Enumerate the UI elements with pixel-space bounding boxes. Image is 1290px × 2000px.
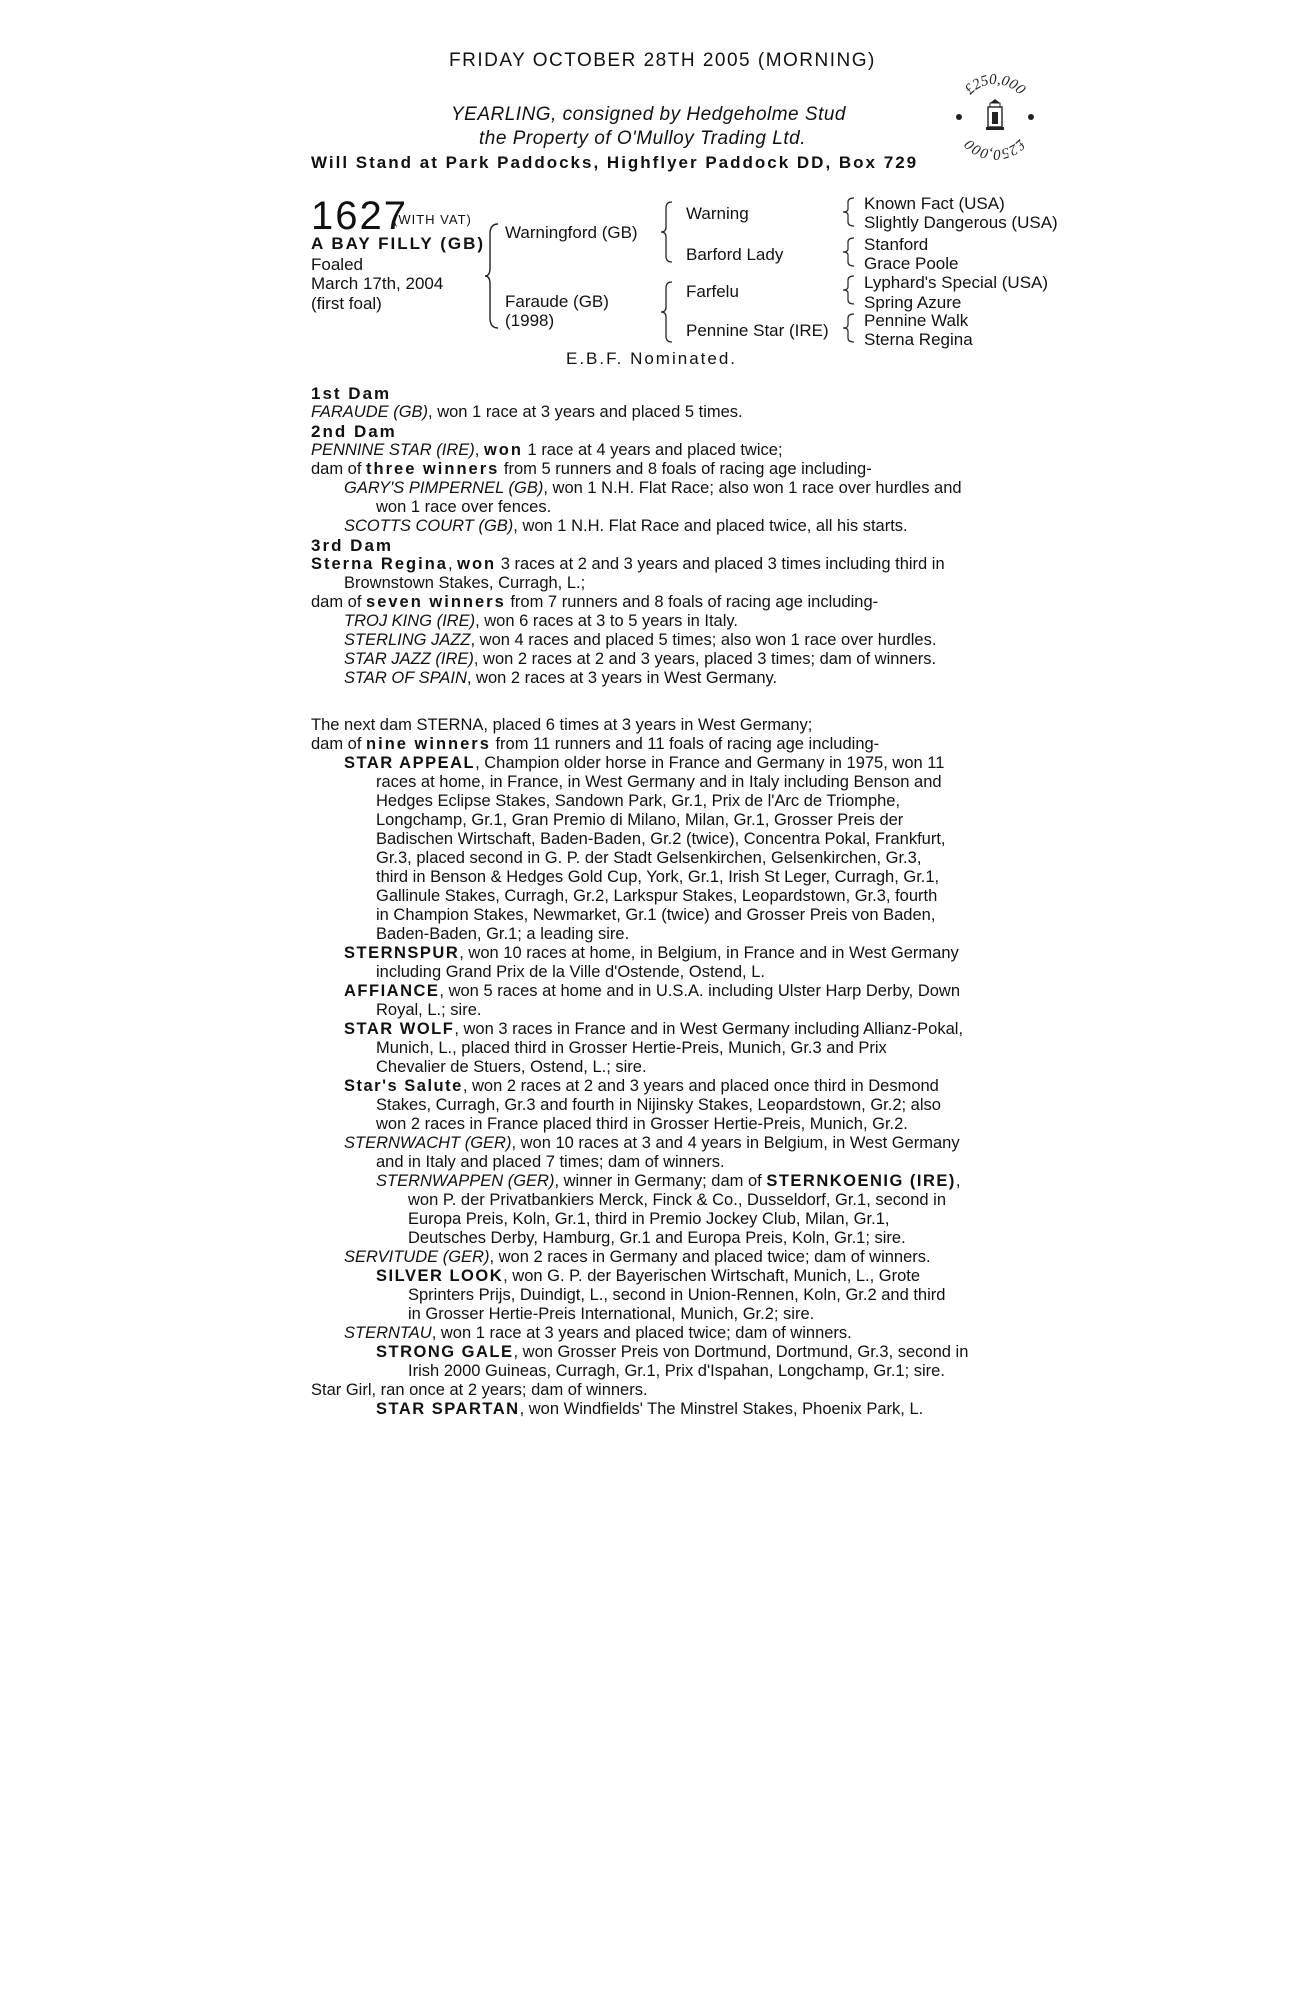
- pedigree-brace-7: [842, 312, 856, 344]
- stars-salute-line-2: Stakes, Curragh, Gr.3 and fourth in Nijinsky Stakes, Leopardstown, Gr.2; also: [376, 1096, 941, 1114]
- sternwappen-line-3: Europa Preis, Koln, Gr.1, third in Premio Jockey Club, Milan, Gr.1,: [408, 1210, 890, 1228]
- third-dam-produce-1: TROJ KING (IRE), won 6 races at 3 to 5 years in Italy.: [344, 612, 738, 630]
- sterntau-entry: STERNTAU, won 1 race at 3 years and placed twice; dam of winners.: [344, 1324, 852, 1342]
- star-appeal-line-9: in Champion Stakes, Newmarket, Gr.1 (twice) and Grosser Preis von Baden,: [376, 906, 936, 924]
- star-appeal-line-8: Gallinule Stakes, Curragh, Gr.2, Larkspur Stakes, Leopardstown, Gr.3, fourth: [376, 887, 938, 905]
- servitude-entry: SERVITUDE (GER), won 2 races in Germany and placed twice; dam of winners.: [344, 1248, 931, 1266]
- strong-gale-line-2: Irish 2000 Guineas, Curragh, Gr.1, Prix d'Ispahan, Longchamp, Gr.1; sire.: [408, 1362, 945, 1380]
- star-appeal-line-4: Longchamp, Gr.1, Gran Premio di Milano, Milan, Gr.1, Grosser Preis der: [376, 811, 904, 829]
- star-spartan-entry: STAR SPARTAN, won Windfields' The Minstrel Stakes, Phoenix Park, L.: [376, 1400, 924, 1418]
- second-dam-produce-1-cont: won 1 race over fences.: [376, 498, 552, 516]
- pedigree-sire-dam: Barford Lady: [686, 245, 784, 264]
- star-appeal-line-10: Baden-Baden, Gr.1; a leading sire.: [376, 925, 630, 943]
- pedigree-g5: Lyphard's Special (USA): [864, 273, 1049, 292]
- star-wolf-line-3: Chevalier de Stuers, Ostend, L.; sire.: [376, 1058, 647, 1076]
- third-dam-produce-2: STERLING JAZZ, won 4 races and placed 5 times; also won 1 race over hurdles.: [344, 631, 937, 649]
- pedigree-brace-2: [660, 200, 674, 264]
- affiance-line-2: Royal, L.; sire.: [376, 1001, 482, 1019]
- silver-look-line-3: in Grosser Hertie-Preis International, Munich, Gr.2; sire.: [408, 1305, 815, 1323]
- pedigree-brace-3: [660, 280, 674, 344]
- next-dam-line: The next dam STERNA, placed 6 times at 3 years in West Germany;: [311, 716, 813, 734]
- foaled-label: Foaled: [311, 255, 363, 274]
- catalogue-body: [311, 384, 991, 1419]
- pedigree-brace-1: [484, 222, 500, 330]
- consignor-line: YEARLING, consigned by Hedgeholme Stud: [451, 104, 846, 125]
- second-dam-line: PENNINE STAR (IRE), won 1 race at 4 years and placed twice;: [311, 441, 783, 459]
- pedigree-sire: Warningford (GB): [505, 223, 638, 242]
- sternwacht-entry: STERNWACHT (GER), won 10 races at 3 and 4 years in Belgium, in West Germany: [344, 1134, 960, 1152]
- pedigree-g4: Grace Poole: [864, 254, 959, 273]
- pedigree-sire-sire: Warning: [686, 204, 749, 223]
- third-dam-produce-3: STAR JAZZ (IRE), won 2 races at 2 and 3 years, placed 3 times; dam of winners.: [344, 650, 937, 668]
- first-dam-label: 1st Dam: [311, 384, 392, 403]
- sternwacht-line-2: and in Italy and placed 7 times; dam of winners.: [376, 1153, 725, 1171]
- pedigree-dam-dam: Pennine Star (IRE): [686, 321, 829, 340]
- pedigree-g2: Slightly Dangerous (USA): [864, 213, 1058, 232]
- pedigree-brace-5: [842, 236, 856, 268]
- star-appeal-line-6: Gr.3, placed second in G. P. der Stadt Gelsenkirchen, Gelsenkirchen, Gr.3,: [376, 849, 922, 867]
- stars-salute-line-3: won 2 races in France placed third in Grosser Hertie-Preis, Munich, Gr.2.: [376, 1115, 908, 1133]
- svg-text:£250,000: £250,000: [961, 135, 1029, 162]
- pedigree-g3: Stanford: [864, 235, 929, 254]
- sternspur-entry: STERNSPUR, won 10 races at home, in Belgium, in France and in West Germany: [344, 944, 959, 962]
- sternwappen-line-2: won P. der Privatbankiers Merck, Finck & Co., Dusseldorf, Gr.1, second in: [408, 1191, 946, 1209]
- pedigree-dam-year: (1998): [505, 311, 555, 330]
- lot-name: A BAY FILLY (GB): [311, 234, 486, 253]
- star-appeal-line-2: races at home, in France, in West Germany and in Italy including Benson and: [376, 773, 942, 791]
- pedigree-g7: Pennine Walk: [864, 311, 969, 330]
- star-appeal-entry: STAR APPEAL, Champion older horse in France and Germany in 1975, won 11: [344, 754, 945, 772]
- property-line: the Property of O'Mulloy Trading Ltd.: [479, 128, 806, 149]
- third-dam-produce-line: dam of seven winners from 7 runners and 8 foals of racing age including-: [311, 593, 879, 611]
- second-dam-produce-line: dam of three winners from 5 runners and 8 foals of racing age including-: [311, 460, 872, 478]
- ebf-nominated: E.B.F. Nominated.: [566, 349, 738, 368]
- foaled-date: March 17th, 2004: [311, 274, 444, 293]
- second-dam-label: 2nd Dam: [311, 422, 397, 441]
- third-dam-line: Sterna Regina, won 3 races at 2 and 3 years and placed 3 times including third in: [311, 555, 945, 573]
- pedigree-brace-6: [842, 274, 856, 306]
- foal-note: (first foal): [311, 294, 382, 313]
- stand-location-line: Will Stand at Park Paddocks, Highflyer Paddock DD, Box 729: [311, 153, 919, 172]
- silver-look-entry: SILVER LOOK, won G. P. der Bayerischen Wirtschaft, Munich, L., Grote: [376, 1267, 921, 1285]
- second-dam-produce-2: SCOTTS COURT (GB), won 1 N.H. Flat Race and placed twice, all his starts.: [344, 517, 908, 535]
- pedigree-dam-sire: Farfelu: [686, 282, 739, 301]
- pedigree-g8: Sterna Regina: [864, 330, 973, 349]
- next-dam-produce-line: dam of nine winners from 11 runners and 11 foals of racing age including-: [311, 735, 880, 753]
- svg-text:£250,000: £250,000: [961, 72, 1029, 99]
- price-seal-stamp: [950, 72, 1040, 162]
- sternwappen-line-4: Deutsches Derby, Hamburg, Gr.1 and Europa Preis, Koln, Gr.1; sire.: [408, 1229, 906, 1247]
- sale-date-heading: FRIDAY OCTOBER 28TH 2005 (MORNING): [449, 50, 876, 71]
- lot-number: 1627: [311, 194, 408, 238]
- star-wolf-entry: STAR WOLF, won 3 races in France and in West Germany including Allianz-Pokal,: [344, 1020, 964, 1038]
- third-dam-line-cont: Brownstown Stakes, Curragh, L.;: [344, 574, 586, 592]
- star-girl-entry: Star Girl, ran once at 2 years; dam of winners.: [311, 1381, 648, 1399]
- star-appeal-line-7: third in Benson & Hedges Gold Cup, York, Gr.1, Irish St Leger, Curragh, Gr.1,: [376, 868, 940, 886]
- silver-look-line-2: Sprinters Prijs, Duindigt, L., second in Union-Rennen, Koln, Gr.2 and third: [408, 1286, 946, 1304]
- sternspur-line-2: including Grand Prix de la Ville d'Ostende, Ostend, L.: [376, 963, 765, 981]
- strong-gale-entry: STRONG GALE, won Grosser Preis von Dortmund, Dortmund, Gr.3, second in: [376, 1343, 969, 1361]
- pedigree-g1: Known Fact (USA): [864, 194, 1005, 213]
- sternwappen-entry: STERNWAPPEN (GER), winner in Germany; dam of STERNKOENIG (IRE),: [376, 1172, 961, 1190]
- pedigree-dam: Faraude (GB): [505, 292, 609, 311]
- stars-salute-entry: Star's Salute, won 2 races at 2 and 3 years and placed once third in Desmond: [344, 1077, 939, 1095]
- pedigree-g6: Spring Azure: [864, 293, 962, 312]
- star-wolf-line-2: Munich, L., placed third in Grosser Hertie-Preis, Munich, Gr.3 and Prix: [376, 1039, 887, 1057]
- seal-icon: [950, 72, 1040, 162]
- affiance-entry: AFFIANCE, won 5 races at home and in U.S.A. including Ulster Harp Derby, Down: [344, 982, 961, 1000]
- pedigree-brace-4: [842, 196, 856, 228]
- second-dam-produce-1: GARY'S PIMPERNEL (GB), won 1 N.H. Flat Race; also won 1 race over hurdles and: [344, 479, 962, 497]
- vat-note: (WITH VAT): [393, 212, 472, 227]
- third-dam-produce-4: STAR OF SPAIN, won 2 races at 3 years in West Germany.: [344, 669, 778, 687]
- star-appeal-line-3: Hedges Eclipse Stakes, Sandown Park, Gr.1, Prix de l'Arc de Triomphe,: [376, 792, 901, 810]
- star-appeal-line-5: Badischen Wirtschaft, Baden-Baden, Gr.2 (twice), Concentra Pokal, Frankfurt,: [376, 830, 946, 848]
- first-dam-line: FARAUDE (GB), won 1 race at 3 years and placed 5 times.: [311, 403, 743, 421]
- third-dam-label: 3rd Dam: [311, 536, 394, 555]
